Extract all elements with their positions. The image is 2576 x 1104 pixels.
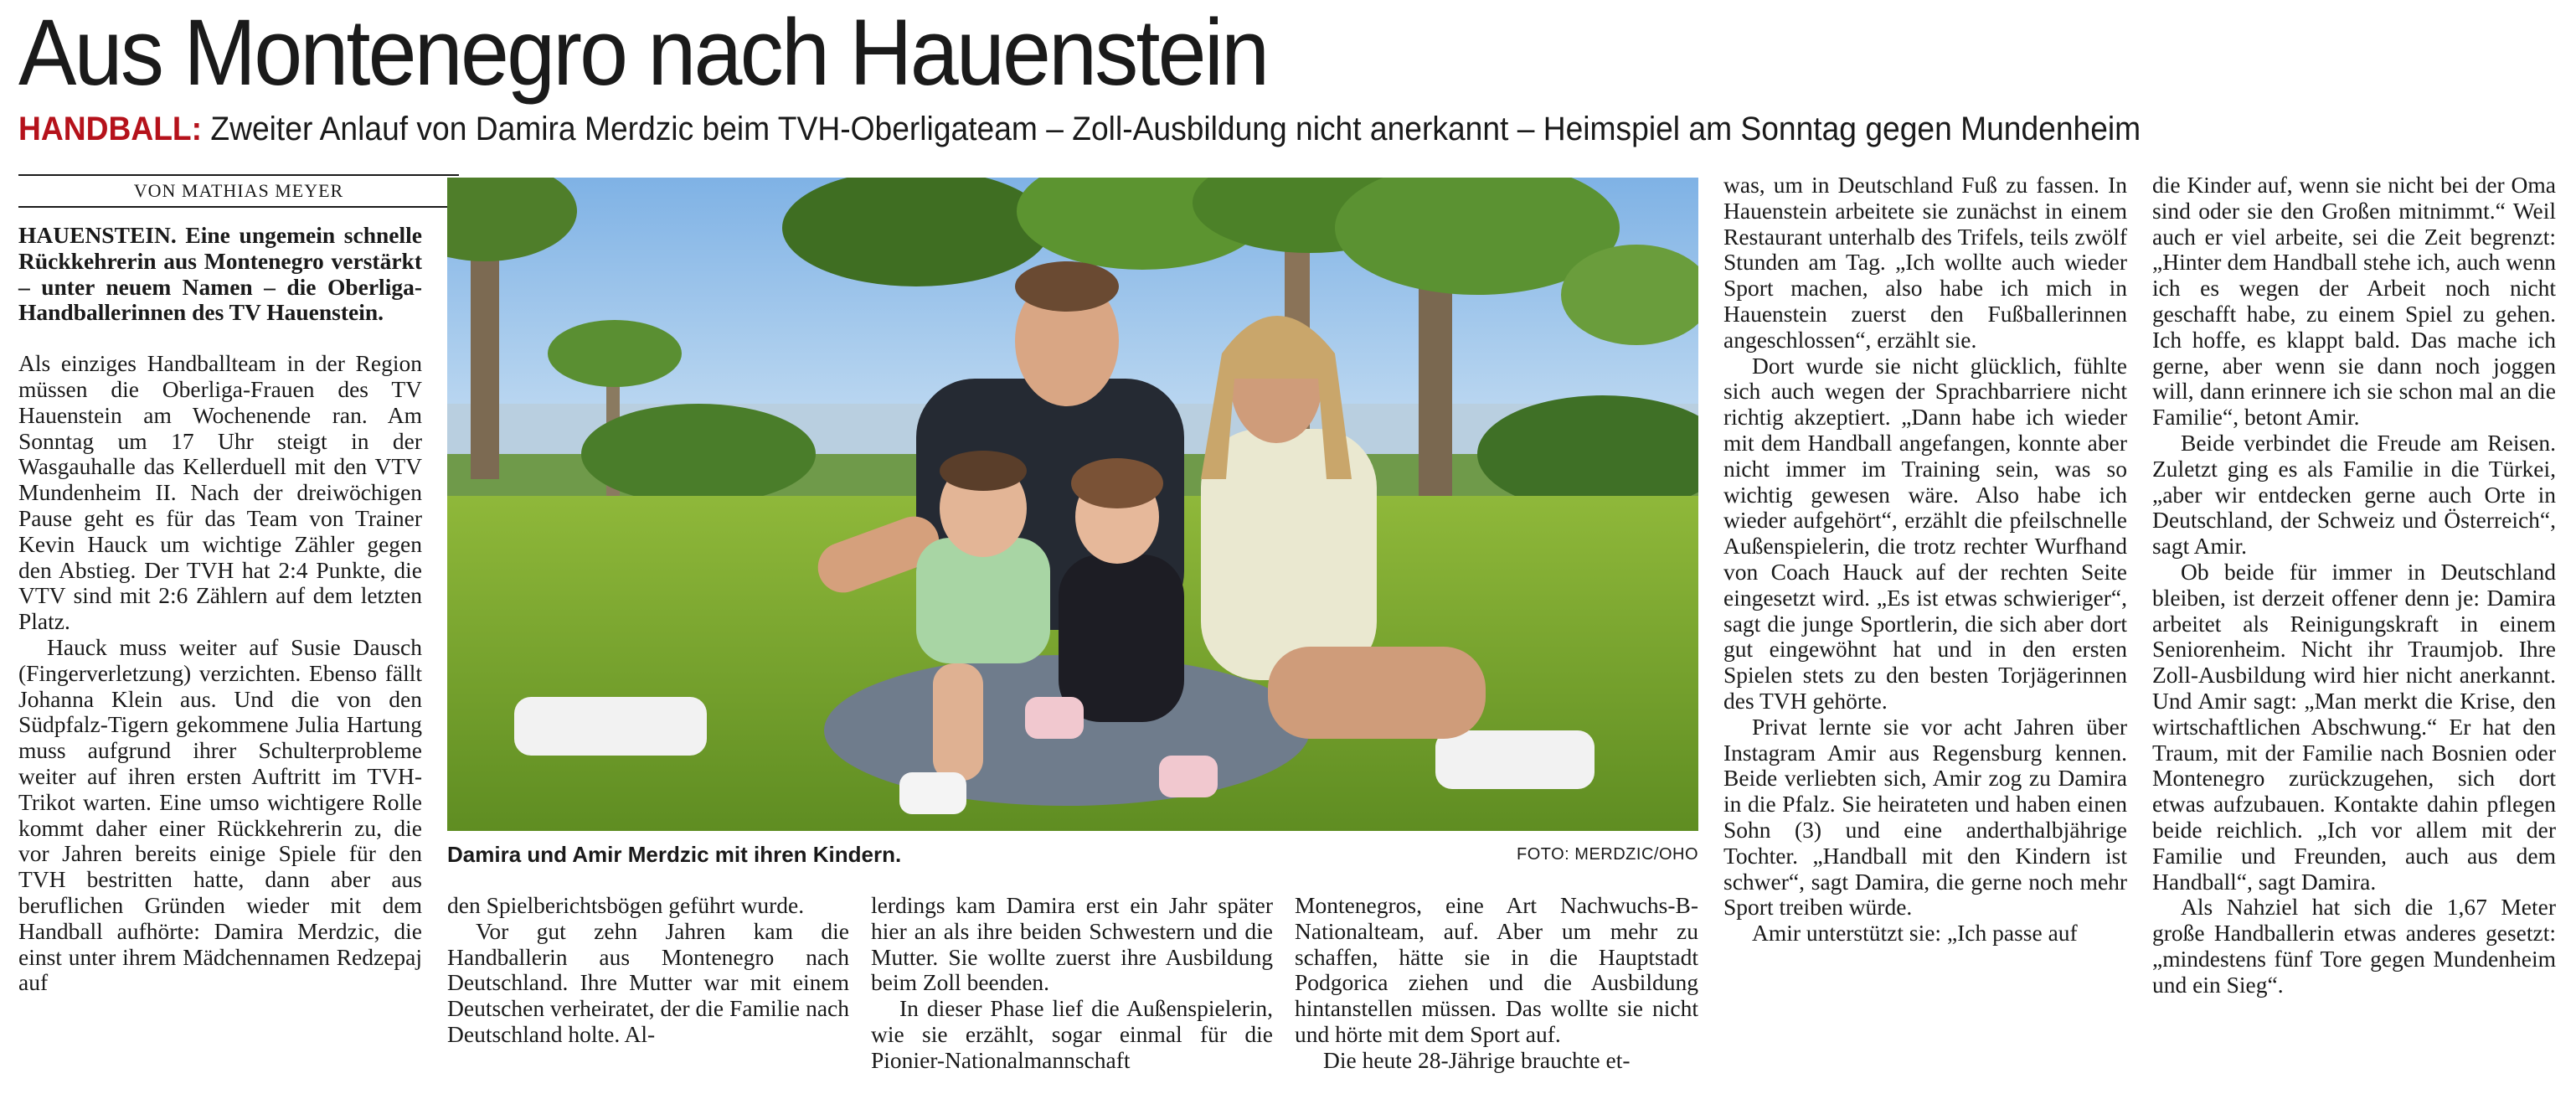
column-5 <box>1723 173 2127 947</box>
paragraph: Dort wurde sie nicht glücklich, fühlte sich auch wegen der Sprachbarriere nicht richtig akzeptiert. „Dann habe ich wieder mit dem Handball angefangen, konnte aber nicht immer im Training sein, was so wichtig gewesen wäre. Also habe ich wieder aufgehört“, erzählt die pfeilschnelle Außenspielerin, die trotz rechter Wurfhand von Coach Hauck auf der rechten Seite eingesetzt wird. „Es ist etwas schwieriger“, sagt die junge Sportlerin, die sich aber dort gut eingewöhnt hat und in den ersten Spielen stets zu den besten Torjägerinnen des TVH gehörte. <box>1723 352 2127 714</box>
paragraph: Beide verbindet die Freude am Reisen. Zuletzt ging es als Familie in die Türkei, „aber wir entdecken gerne auch Orte in Deutschland, der Schweiz und Österreich“, sagt Amir. <box>2152 429 2556 560</box>
column-6 <box>2152 173 2556 998</box>
article-subheadline <box>18 107 2386 151</box>
column-4 <box>1295 893 1698 1074</box>
paragraph: Die heute 28-Jährige brauchte et- <box>1323 1046 1631 1073</box>
subheadline-text: Zweiter Anlauf von Damira Merdzic beim TVH-Oberligateam – Zoll-Ausbildung nicht anerkannt – Heimspiel am Sonntag gegen Mundenheim <box>210 111 2141 147</box>
paragraph: Montenegros, eine Art Nachwuchs-B-Nationalteam, auf. Aber um mehr zu schaffen, hätte sie in die Hauptstadt Podgorica ziehen und die Ausbildung hintanstellen müssen. Das wollte sie nicht und hörte mit dem Sport auf. <box>1295 892 1698 1047</box>
paragraph: lerdings kam Damira erst ein Jahr später hier an als ihre beiden Schwestern und die Mutter. Sie wollte zuerst ihre Ausbildung beim Zoll beenden. <box>871 892 1273 996</box>
column-1 <box>18 223 422 996</box>
paragraph: die Kinder auf, wenn sie nicht bei der Oma sind oder sie den Großen mitnimmt.“ Weil auch er viel arbeite, sei die Zeit begrenzt: „Hinter dem Handball stehe ich, auch wenn ich es wegen der Arbeit noch nicht geschafft habe, zu einem Spiel zu gehen. Ich hoffe, es klappt bald. Das mache ich gerne, aber wenn sie dann noch joggen will, dann erinnere ich sie schon mal an die Familie“, betont Amir. <box>2152 172 2556 431</box>
photo-credit: FOTO: MERDZIC/OHO <box>1516 845 1698 864</box>
paragraph: Als Nahziel hat sich die 1,67 Meter große Handballerin etwas anderes gesetzt: „mindestens fünf Tore gegen Mundenheim und ein Sieg“. <box>2152 894 2556 998</box>
paragraph: Amir unterstützt sie: „Ich passe auf <box>1752 920 2078 947</box>
paragraph: Als einziges Handballteam in der Region müssen die Oberliga-Frauen des TV Hauenstein am Wochenende ran. Am Sonntag um 17 Uhr steigt in der Wasgauhalle das Kellerduell mit den VTV Mundenheim II. Nach der dreiwöchigen Pause geht es für das Team von Trainer Kevin Hauck um wichtige Zähler gegen den Abstieg. Der TVH hat 2:4 Punkte, die VTV sind mit 2:6 Zählern auf dem letzten Platz. <box>18 350 422 635</box>
paragraph: Privat lernte sie vor acht Jahren über Instagram Amir aus Regensburg kennen. Beide verliebten sich, Amir zog zu Damira in die Pfalz. Sie heirateten und haben einen Sohn (3) und eine anderthalbjährige Tochter. „Handball mit den Kindern ist schwer“, sagt Damira, die gerne noch mehr Sport treiben würde. <box>1723 713 2127 921</box>
column-2 <box>447 893 849 1048</box>
column-3 <box>871 893 1273 1074</box>
photo-caption: Damira und Amir Merdzic mit ihren Kindern. <box>447 842 902 867</box>
paragraph: Ob beide für immer in Deutschland bleiben, ist derzeit offener denn je: Damira arbeitet als Reinigungskraft in einem Seniorenheim. Nicht ihr Traumjob. Ihre Zoll-Ausbildung wird hier nicht anerkannt. Und Amir sagt: „Man merkt die Krise, den wirtschaftlichen Abschwung.“ Er hat den Traum, mit der Familie nach Bosnien oder Montenegro zurückzugehen, sich dort etwas aufzubauen. Kontakte dahin pflegen beide reichlich. „Ich vor allem mit der Familie und Freunden, auch aus dem Handball“, sagt Damira. <box>2152 558 2556 895</box>
article-headline: Aus Montenegro nach Hauenstein <box>18 0 1268 105</box>
paragraph: den Spielberichtsbögen geführt wurde. <box>447 892 805 918</box>
article-photo <box>447 178 1698 831</box>
section-kicker: HANDBALL: <box>18 111 203 147</box>
paragraph: Vor gut zehn Jahren kam die Handballerin aus Montenegro nach Deutschland. Ihre Mutter war mit einem Deutschen verheiratet, der die Familie nach Deutschland holte. Al- <box>447 917 849 1047</box>
paragraph: Hauck muss weiter auf Susie Dausch (Fingerverletzung) verzichten. Ebenso fällt Johanna Klein aus. Und die von den Südpfalz-Tigern gekommene Julia Hartung muss aufgrund ihrer Schulterprobleme weiter auf ihren ersten Auftritt im TVH-Trikot warten. Eine umso wichtigere Rolle kommt daher einer Rückkehrerin zu, die vor Jahren bereits einige Spiele für den TVH bestritten hatte, dann aber aus beruflichen Gründen wieder mit dem Handball aufhörte: Damira Merdzic, die einst unter ihrem Mädchennamen Redzepaj auf <box>18 633 422 996</box>
byline: VON MATHIAS MEYER <box>18 174 459 208</box>
paragraph: was, um in Deutschland Fuß zu fassen. In Hauenstein arbeitete sie zunächst in einem Restaurant unterhalb des Trifels, teils zwölf Stunden am Tag. „Ich wollte auch wieder Sport machen, also habe ich mich in Hauenstein zuerst den Fußballerinnen angeschlossen“, erzählt sie. <box>1723 172 2127 353</box>
article-lead: HAUENSTEIN. Eine ungemein schnelle Rückkehrerin aus Montenegro verstärkt – unter neuem Namen – die Oberliga-Handballerinnen des TV Hauenstein. <box>18 222 422 326</box>
photo-caption-bar <box>447 839 1698 869</box>
paragraph: In dieser Phase lief die Außenspielerin, wie sie erzählt, sogar einmal für die Pionier-Nationalmannschaft <box>871 995 1273 1073</box>
